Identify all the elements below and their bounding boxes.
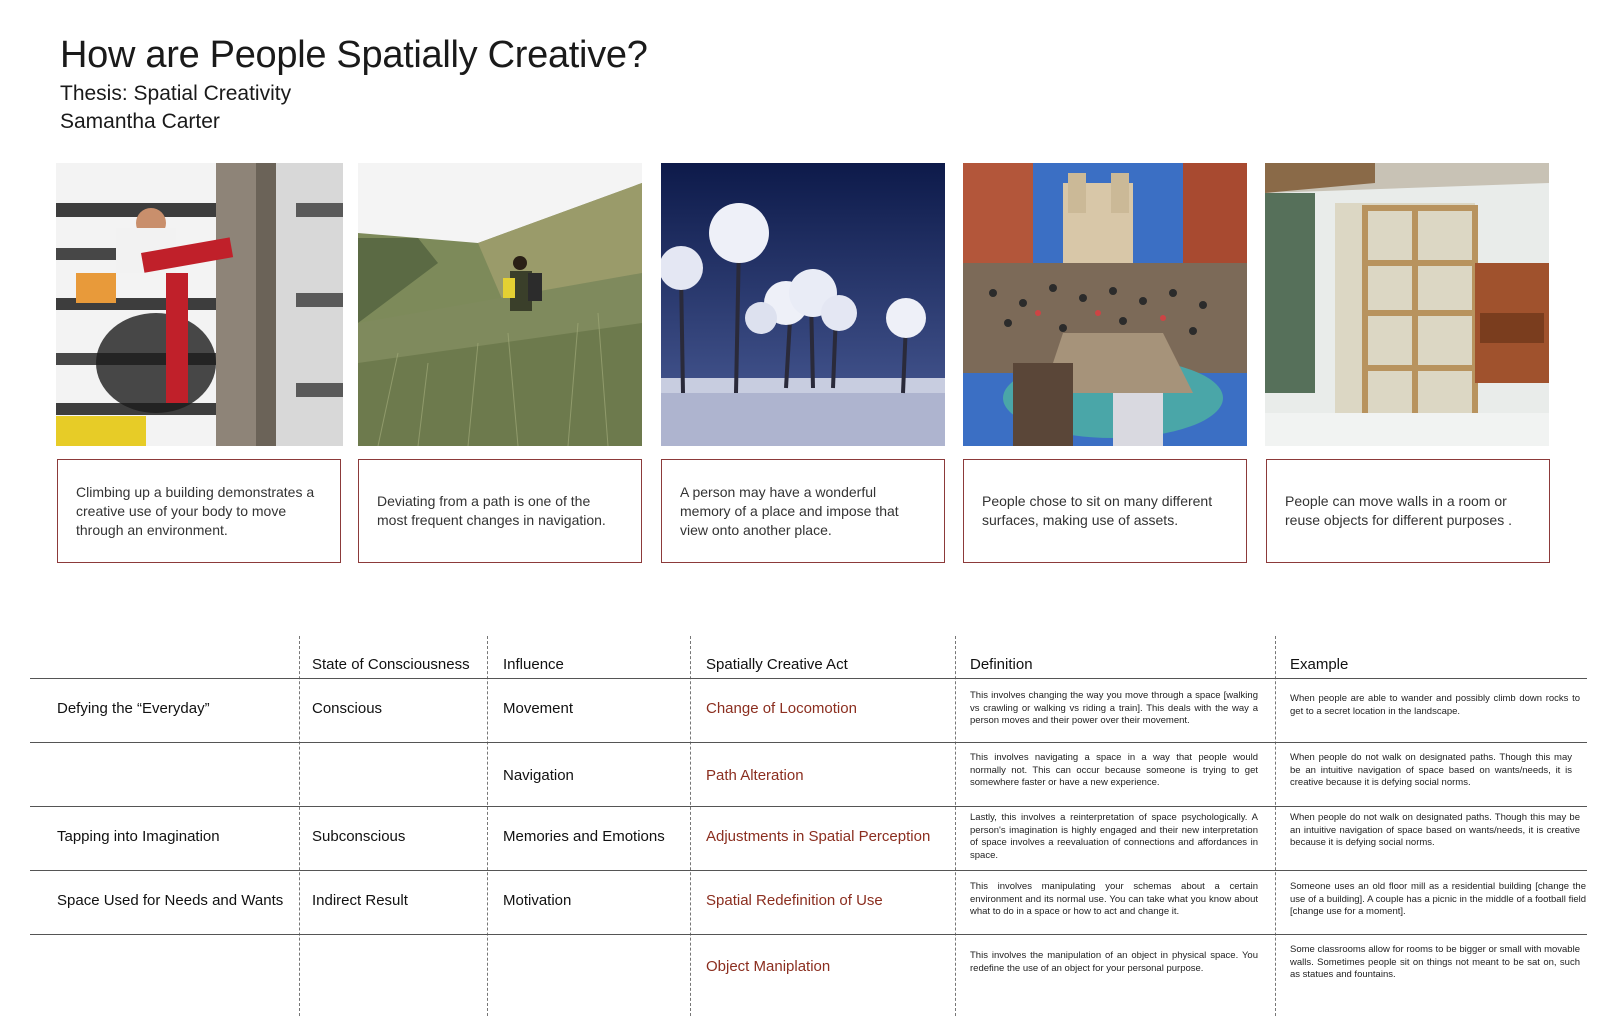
row-definition: This involves manipulating your schemas about a certain environment and its normal use. You can take what you know about what to do in a space or how to act and change it. [970, 881, 1258, 917]
row-definition: This involves navigating a space in a way that people would normally not. This can occur because someone is trying to get somewhere faster or have a new experience. [970, 752, 1258, 788]
row-example: When people are able to wander and possibly climb down rocks to get to a secret location in the landscape. [1290, 693, 1580, 717]
row-example: Someone uses an old floor mill as a residential building [change the use of a building]. A couple has a picnic in the middle of a football field [change use for a moment]. [1290, 881, 1586, 917]
column-divider [690, 636, 691, 1016]
header-influence: Influence [503, 656, 564, 673]
row-influence: Navigation [503, 767, 574, 784]
building-climber-illustration [56, 163, 343, 446]
column-divider [299, 636, 300, 1016]
caption-memory [661, 459, 945, 563]
table-rule [30, 742, 1587, 743]
header-act: Spatially Creative Act [706, 656, 848, 673]
infrared-palms-illustration [661, 163, 945, 446]
row-act: Spatial Redefinition of Use [706, 892, 883, 909]
row-definition: This involves the manipulation of an object in physical space. You redefine the use of an object for your personal purpose. [970, 950, 1258, 974]
row-example: Some classrooms allow for rooms to be bigger or small with movable walls. Sometimes people sit on things not meant to be sat on, such as statues and fountains. [1290, 944, 1580, 980]
row-definition: Lastly, this involves a reinterpretation of space psychologically. A person's imagination is highly engaged and their new interpretation of space involves a reevaluation of connections and affordances in space. [970, 812, 1258, 861]
caption-text: People chose to sit on many different surfaces, making use of assets. [982, 493, 1213, 528]
row-influence: Memories and Emotions [503, 828, 665, 845]
photo-sliding-walls [1265, 163, 1549, 446]
row-definition: This involves changing the way you move through a space [walking vs crawling or walking vs riding a train]. This deals with the way a person moves and their power over their movement. [970, 690, 1258, 726]
author-name: Samantha Carter [60, 110, 220, 133]
row-example: When people do not walk on designated paths. Though this may be an intuitive navigation of space based on wants/needs, it is creative because it is defying social norms. [1290, 752, 1572, 788]
row-act: Change of Locomotion [706, 700, 857, 717]
page-title: How are People Spatially Creative? [60, 34, 648, 76]
header-example: Example [1290, 656, 1349, 673]
row-state: Subconscious [312, 828, 406, 845]
row-example: When people do not walk on designated paths. Though this may be an intuitive navigation of space based on wants/needs, it is creative because it is defying social norms. [1290, 812, 1580, 848]
row-state: Conscious [312, 700, 383, 717]
row-act: Path Alteration [706, 767, 804, 784]
row-act: Adjustments in Spatial Perception [706, 828, 931, 845]
photo-infrared-palms [661, 163, 945, 446]
column-divider [955, 636, 956, 1016]
row-act: Object Maniplation [706, 958, 831, 975]
header-definition: Definition [970, 656, 1033, 673]
photo-spanish-steps [963, 163, 1247, 446]
row-influence: Motivation [503, 892, 572, 909]
caption-sitting [963, 459, 1247, 563]
row-influence: Movement [503, 700, 574, 717]
caption-text: Climbing up a building demonstrates a creative use of your body to move through an environment. [76, 483, 315, 538]
row-category: Space Used for Needs and Wants [57, 892, 284, 909]
table-rule [30, 870, 1587, 871]
row-state: Indirect Result [312, 892, 408, 909]
row-category: Tapping into Imagination [57, 828, 220, 845]
column-divider [487, 636, 488, 1016]
header-state: State of Consciousness [312, 656, 470, 673]
table-rule [30, 678, 1587, 679]
spanish-steps-illustration [963, 163, 1247, 446]
caption-walls [1266, 459, 1550, 563]
photo-building-climber [56, 163, 343, 446]
sliding-walls-illustration [1265, 163, 1549, 446]
caption-text: People can move walls in a room or reuse objects for different purposes . [1285, 493, 1512, 528]
table-rule [30, 934, 1587, 935]
column-divider [1275, 636, 1276, 1016]
caption-path [358, 459, 642, 563]
table-rule [30, 806, 1587, 807]
row-category: Defying the “Everyday” [57, 700, 210, 717]
caption-text: Deviating from a path is one of the most frequent changes in navigation. [377, 493, 606, 528]
photo-hillside-hiker [358, 163, 642, 446]
hillside-hiker-illustration [358, 163, 642, 446]
caption-climbing [57, 459, 341, 563]
thesis-subtitle: Thesis: Spatial Creativity [60, 82, 292, 105]
caption-text: A person may have a wonderful memory of a place and impose that view onto another place. [680, 483, 899, 538]
